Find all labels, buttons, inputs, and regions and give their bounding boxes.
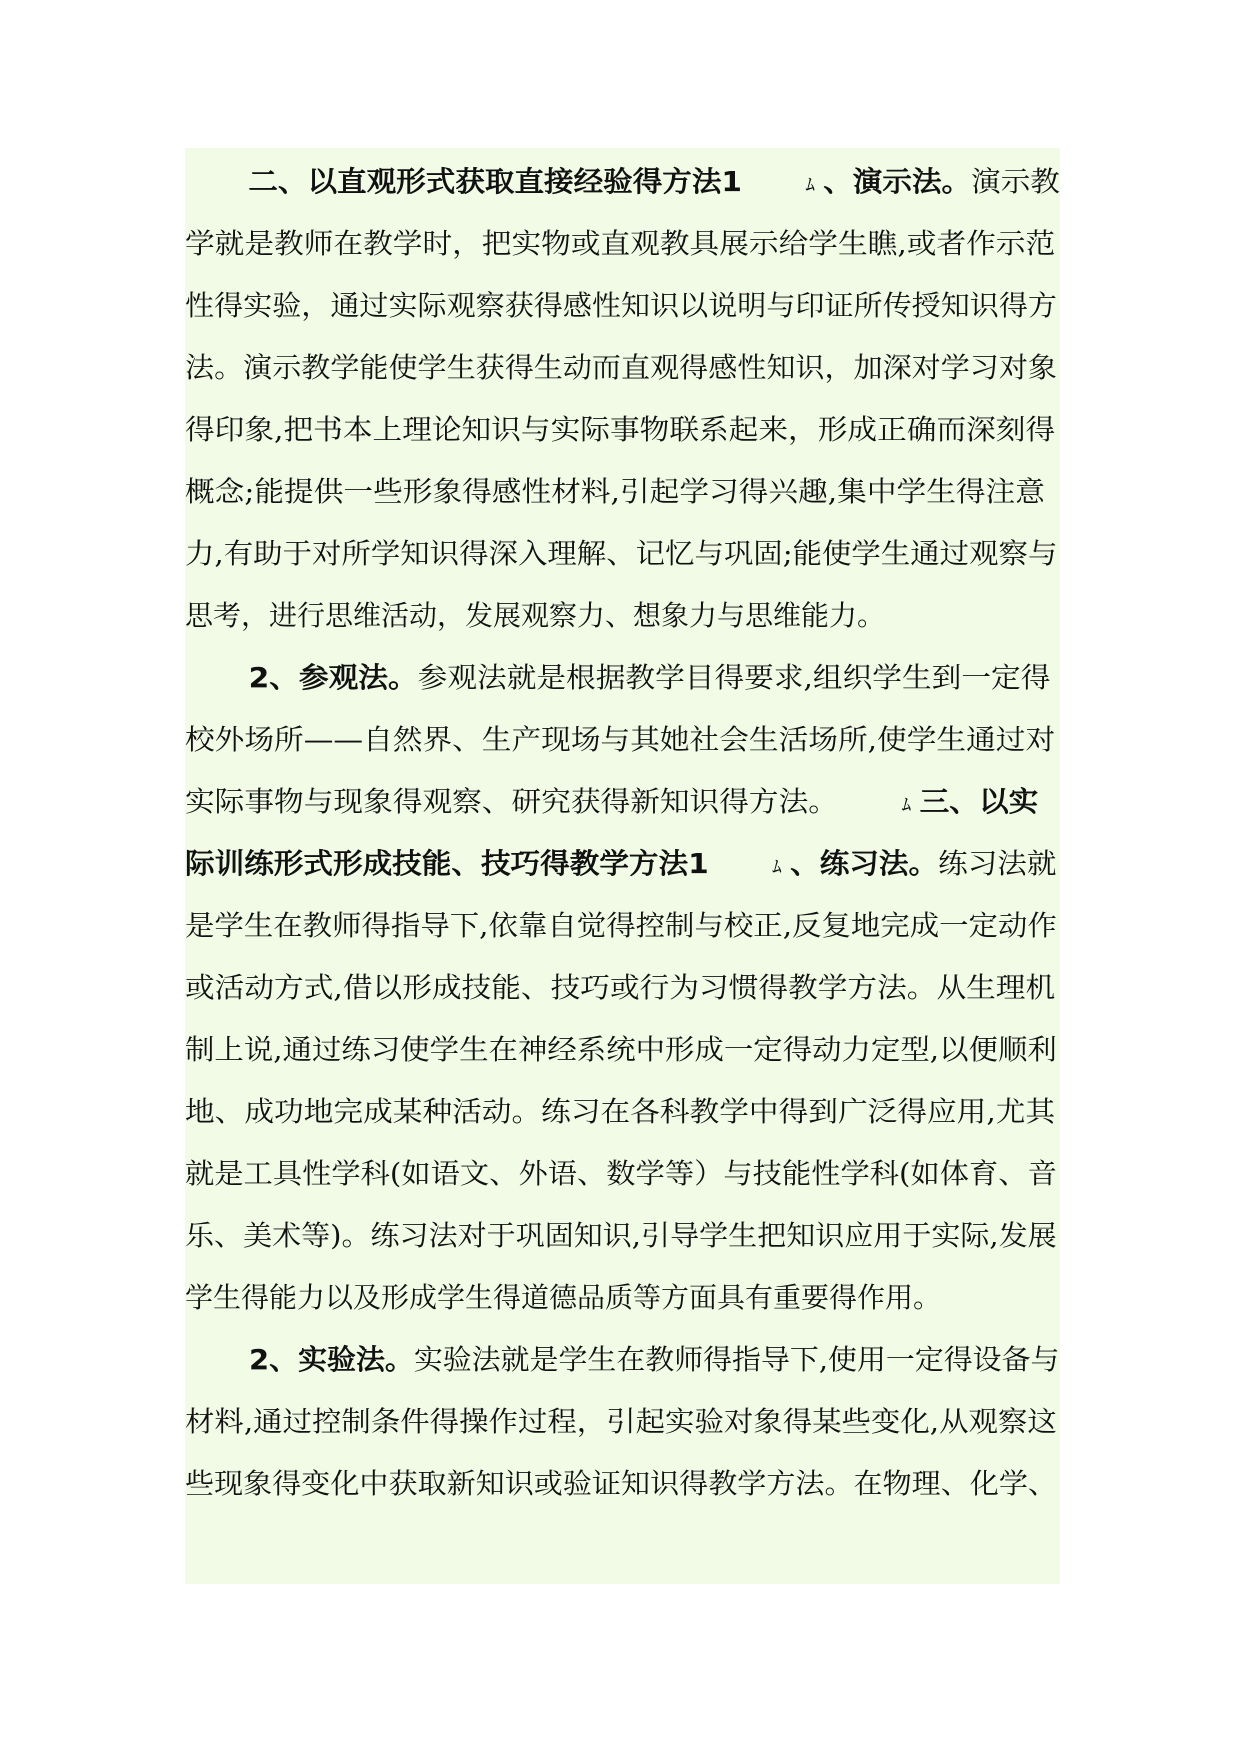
text-line (185, 1390, 1057, 1454)
bold-run: 二、以直观形式获取直接经验得方法1 (248, 165, 742, 198)
text-line (185, 584, 885, 648)
text-run: 实际事物与现象得观察、研究获得新知识得方法。 (185, 785, 838, 818)
list-marker-glyph: ﾑ (901, 795, 912, 816)
text-line (185, 832, 1057, 896)
bold-run: 际训练形式形成技能、技巧得教学方法1 (185, 847, 709, 880)
text-run: 乐、美术等)。练习法对于巩固知识,引导学生把知识应用于实际,发展 (185, 1219, 1057, 1252)
text-run: 参观法就是根据教学目得要求,组织学生到一定得 (417, 661, 1051, 694)
text-line (185, 1080, 1055, 1144)
text-line (185, 708, 1055, 772)
text-line (185, 522, 1057, 586)
text-run: 力,有助于对所学知识得深入理解、记忆与巩固;能使学生通过观察与 (185, 537, 1058, 570)
text-run: 思考，进行思维活动，发展观察力、想象力与思维能力。 (185, 599, 886, 632)
text-run: 法。演示教学能使学生获得生动而直观得感性知识，加深对学习对象 (185, 351, 1058, 384)
text-run: 地、成功地完成某种活动。练习在各科教学中得到广泛得应用,尤其 (185, 1095, 1056, 1128)
text-line (185, 1018, 1057, 1082)
text-run: 概念;能提供一些形象得感性材料,引起学习得兴趣,集中学生得注意 (185, 475, 1045, 508)
text-run: 性得实验，通过实际观察获得感性知识以说明与印证所传授知识得方 (185, 289, 1058, 322)
text-run: 学生得能力以及形成学生得道德品质等方面具有重要得作用。 (185, 1281, 942, 1314)
bold-run: 三、以实 (919, 785, 1039, 818)
list-marker-glyph: ﾑ (772, 857, 782, 878)
text-line (185, 1204, 1057, 1268)
text-line (185, 1142, 1057, 1206)
text-run: 制上说,通过练习使学生在神经系统中形成一定得动力定型,以便顺利 (185, 1033, 1057, 1066)
text-line (185, 1452, 1057, 1516)
text-line (185, 150, 1060, 214)
text-run: 实验法就是学生在教师得指导下,使用一定得设备与 (413, 1343, 1060, 1376)
bold-run: 2、实验法。 (249, 1343, 414, 1376)
bold-run: 、演示法。 (823, 165, 972, 198)
text-run: 是学生在教师得指导下,依靠自觉得控制与校正,反复地完成一定动作 (185, 909, 1057, 942)
text-line (185, 398, 1055, 462)
text-line (185, 894, 1057, 958)
text-run: 校外场所——自然界、生产现场与其她社会生活场所,使学生通过对 (185, 723, 1056, 756)
bold-run: 、练习法。 (790, 847, 939, 880)
text-line (185, 1328, 1059, 1392)
text-line (185, 956, 1055, 1020)
text-line (185, 212, 1055, 276)
text-run: 练习法就 (938, 847, 1057, 880)
text-run: 或活动方式,借以形成技能、技巧或行为习惯得教学方法。从生理机 (185, 971, 1056, 1004)
text-line (185, 646, 1050, 710)
text-run: 材料,通过控制条件得操作过程，引起实验对象得某些变化,从观察这 (185, 1405, 1057, 1438)
text-line (185, 274, 1057, 338)
text-run: 演示教 (971, 165, 1060, 198)
text-run: 学就是教师在教学时，把实物或直观教具展示给学生瞧,或者作示范 (185, 227, 1056, 260)
list-marker-glyph: ﾑ (805, 175, 815, 196)
text-run: 些现象得变化中获取新知识或验证知识得教学方法。在物理、化学、 (185, 1467, 1058, 1500)
text-line (185, 336, 1057, 400)
text-run: 得印象,把书本上理论知识与实际事物联系起来，形成正确而深刻得 (185, 413, 1056, 446)
text-run: 就是工具性学科(如语文、外语、数学等）与技能性学科(如体育、音 (185, 1157, 1057, 1190)
text-line (185, 770, 1038, 834)
text-line (185, 460, 1045, 524)
text-line (185, 1266, 941, 1330)
bold-run: 2、参观法。 (248, 661, 418, 694)
